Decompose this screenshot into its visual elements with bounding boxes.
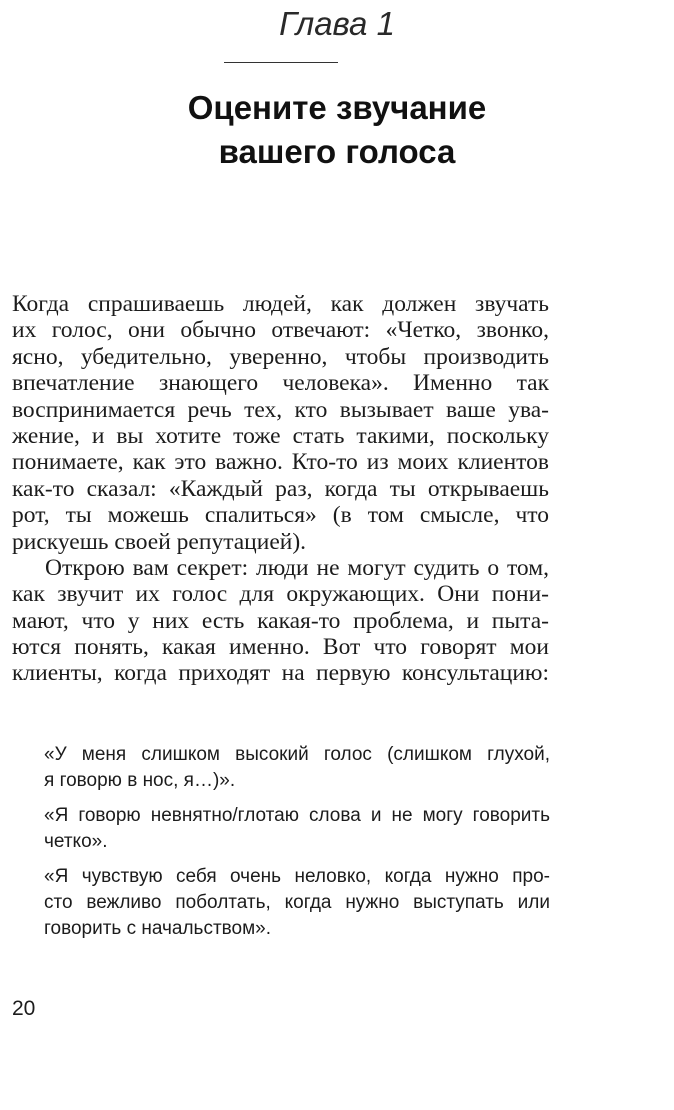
quote-1 (44, 742, 550, 794)
page-number: 20 (12, 997, 36, 1020)
text-line: Открою вам секрет: люди не могут судить о том, (45, 554, 549, 581)
quote-2 (44, 803, 550, 855)
chapter-title-line-2: вашего голоса (218, 133, 456, 170)
text-line: рот, ты можешь спалиться» (в том смысле, что (12, 502, 549, 529)
text-line: Когда спрашиваешь людей, как должен звучать (12, 291, 549, 317)
quote-line: сто вежливо поболтать, когда нужно выступать или (44, 892, 550, 913)
quote-line: «Я говорю невнятно/глотаю слова и не могу говорить (44, 805, 550, 826)
paragraph-1 (12, 291, 549, 555)
chapter-divider (224, 62, 338, 63)
text-line: ясно, убедительно, уверенно, чтобы производить (12, 343, 549, 370)
chapter-title (0, 86, 674, 174)
quote-line: я говорю в нос, я…)». (44, 770, 236, 791)
chapter-label: Глава 1 (279, 5, 395, 42)
text-line: как звучит их голос для окружающих. Они пони- (12, 581, 549, 608)
quote-3 (44, 864, 550, 942)
text-line: понимаете, как это важно. Кто-то из моих клиентов (12, 449, 549, 476)
text-line: их голос, они обычно отвечают: «Четко, звонко, (12, 317, 549, 344)
quote-line: «У меня слишком высокий голос (слишком глухой, (44, 744, 550, 765)
text-line: впечатление знающего человека». Именно так (12, 370, 549, 397)
body-text (12, 291, 549, 687)
chapter-title-line-1: Оцените звучание (187, 89, 487, 126)
text-line: мают, что у них есть какая-то проблема, и пыта- (12, 607, 549, 634)
quote-line: четко». (44, 831, 108, 852)
text-line: рискуешь своей репутацией). (12, 528, 307, 555)
paragraph-2 (12, 555, 549, 687)
text-line: воспринимается речь тех, кто вызывает ваше ува- (12, 396, 549, 423)
quote-line: «Я чувствую себя очень неловко, когда нужно про- (44, 866, 550, 887)
text-line: как-то сказал: «Каждый раз, когда ты открываешь (12, 475, 549, 502)
text-line: ются понять, какая именно. Вот что говорят мои (12, 634, 549, 661)
text-line: клиенты, когда приходят на первую консультацию: (12, 660, 549, 687)
client-quotes (44, 742, 550, 942)
text-line: жение, и вы хотите тоже стать такими, поскольку (12, 422, 549, 449)
quote-line: говорить с начальством». (44, 918, 272, 939)
